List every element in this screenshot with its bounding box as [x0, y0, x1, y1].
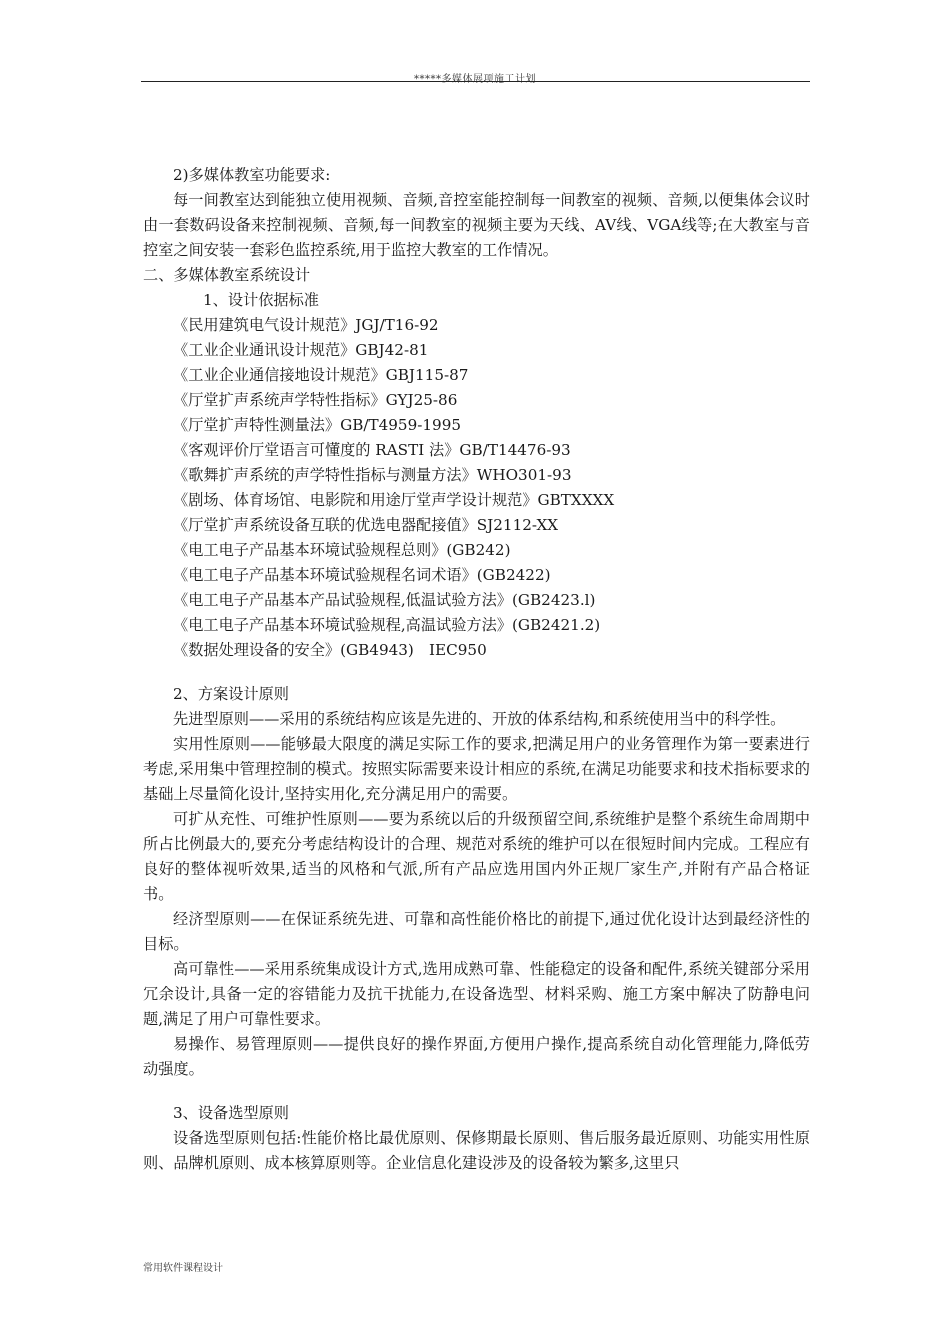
page-footer-text: 常用软件课程设计: [143, 1263, 223, 1274]
standard-item: 《数据处理设备的安全》(GB4943) IEC950: [173, 641, 487, 659]
standard-item: 《工业企业通信接地设计规范》GBJ115-87: [173, 366, 469, 384]
page-header-title: *****多媒体展项施工计划: [414, 74, 536, 85]
document-body: [143, 163, 810, 1176]
standard-item: 《歌舞扩声系统的声学特性指标与测量方法》WHO301-93: [173, 466, 572, 484]
standard-item: 《厅堂扩声系统设备互联的优选电器配接值》SJ2112-XX: [173, 516, 559, 534]
subsection-3-title: 3、设备选型原则: [173, 1104, 289, 1122]
spacer: [143, 1082, 810, 1101]
standard-item: 《客观评价厅堂语言可懂度的 RASTI 法》GB/T14476-93: [173, 441, 571, 459]
standard-item: 《厅堂扩声特性测量法》GB/T4959-1995: [173, 416, 462, 434]
principle-paragraph: 经济型原则——在保证系统先进、可靠和高性能价格比的前提下,通过优化设计达到最经济性的目标。: [143, 910, 810, 953]
standard-item: 《电工电子产品基本环境试验规程名词术语》(GB2422): [173, 566, 551, 584]
header-divider: [141, 81, 810, 82]
principle-paragraph: 可扩从充性、可维护性原则——要为系统以后的升级预留空间,系统维护是整个系统生命周期中所占比例最大的,要充分考虑结构设计的合理、规范对系统的维护可以在很短时间内完成。工程应有良好的整体视听效果,适当的风格和气派,所有产品应选用国内外正规厂家生产,并附有产品合格证书。: [143, 810, 810, 903]
section-2-paragraph: 每一间教室达到能独立使用视频、音频,音控室能控制每一间教室的视频、音频,以便集体会议时由一套数码设备来控制视频、音频,每一间教室的视频主要为天线、AV线、VGA线等;在大教室与音控室之间安装一套彩色监控系统,用于监控大教室的工作情况。: [143, 191, 810, 259]
chapter-2-title: 二、多媒体教室系统设计: [143, 266, 311, 284]
section-2-title: 2)多媒体教室功能要求:: [173, 166, 331, 184]
standard-item: 《民用建筑电气设计规范》JGJ/T16-92: [173, 316, 439, 334]
standard-item: 《电工电子产品基本环境试验规程总则》(GB242): [173, 541, 511, 559]
principle-paragraph: 高可靠性——采用系统集成设计方式,选用成熟可靠、性能稳定的设备和配件,系统关键部分采用冗余设计,具备一定的容错能力及抗干扰能力,在设备选型、材料采购、施工方案中解决了防静电问题,满足了用户可靠性要求。: [143, 960, 810, 1028]
subsection-1-title: 1、设计依据标准: [203, 291, 319, 309]
standard-item: 《剧场、体育场馆、电影院和用途厅堂声学设计规范》GBTXXXX: [173, 491, 615, 509]
standards-list: [143, 313, 810, 663]
standard-item: 《电工电子产品基本产品试验规程,低温试验方法》(GB2423.l): [173, 591, 596, 609]
standard-item: 《电工电子产品基本环境试验规程,高温试验方法》(GB2421.2): [173, 616, 601, 634]
subsection-3-paragraph: 设备选型原则包括:性能价格比最优原则、保修期最长原则、售后服务最近原则、功能实用性原则、品牌机原则、成本核算原则等。企业信息化建设涉及的设备较为繁多,这里只: [143, 1129, 810, 1172]
principle-paragraph: 易操作、易管理原则——提供良好的操作界面,方便用户操作,提高系统自动化管理能力,降低劳动强度。: [143, 1035, 810, 1078]
principle-paragraph: 先进型原则——采用的系统结构应该是先进的、开放的体系结构,和系统使用当中的科学性。: [173, 710, 786, 728]
standard-item: 《工业企业通讯设计规范》GBJ42-81: [173, 341, 429, 359]
standard-item: 《厅堂扩声系统声学特性指标》GYJ25-86: [173, 391, 458, 409]
principle-paragraph: 实用性原则——能够最大限度的满足实际工作的要求,把满足用户的业务管理作为第一要素进行考虑,采用集中管理控制的模式。按照实际需要来设计相应的系统,在满足功能要求和技术指标要求的基础上尽量简化设计,坚持实用化,充分满足用户的需要。: [143, 735, 810, 803]
spacer: [143, 663, 810, 682]
principles-list: [143, 707, 810, 1082]
subsection-2-title: 2、方案设计原则: [173, 685, 289, 703]
